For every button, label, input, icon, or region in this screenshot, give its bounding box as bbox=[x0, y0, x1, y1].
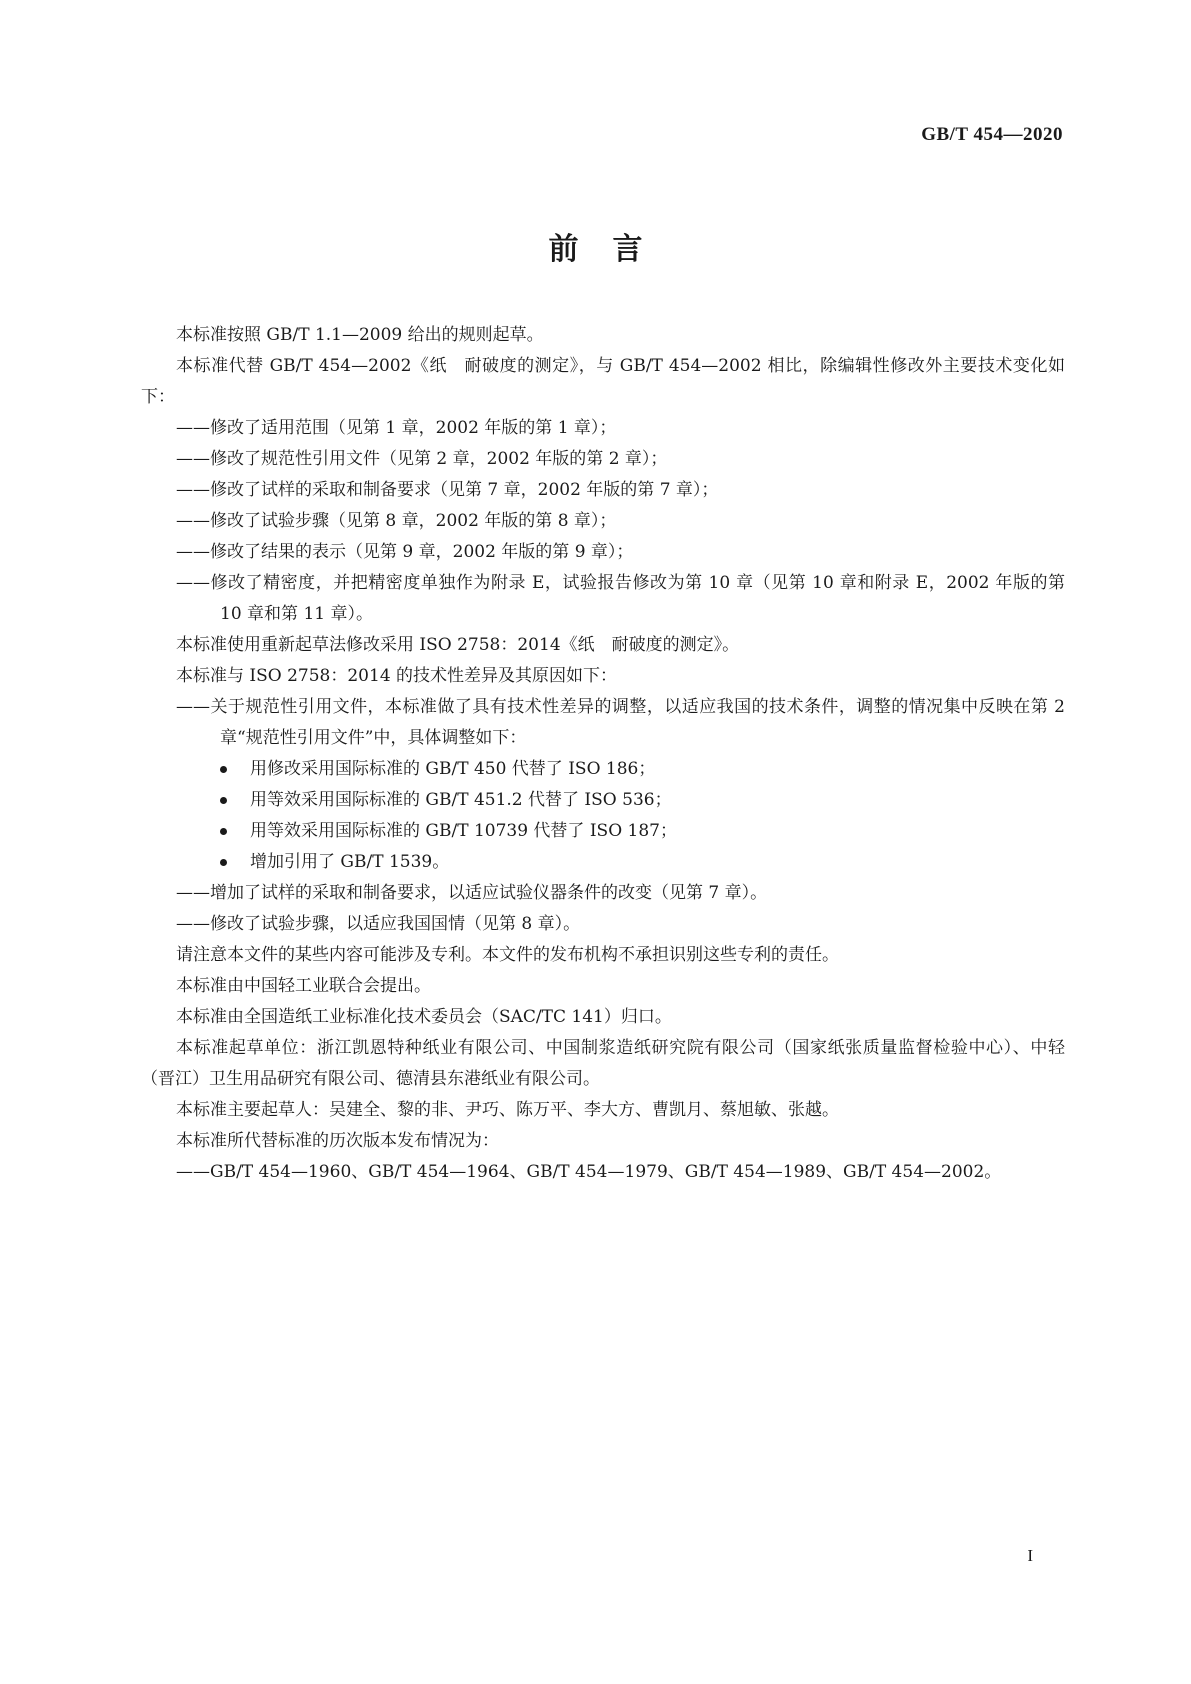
paragraph-drafting-rules: 本标准按照 GB/T 1.1—2009 给出的规则起草。 bbox=[176, 325, 544, 345]
paragraph-technical-differences: 本标准与 ISO 2758：2014 的技术性差异及其原因如下： bbox=[176, 666, 618, 686]
bullet-dot-icon bbox=[220, 828, 227, 835]
page-title: 前言 bbox=[548, 232, 677, 267]
difference-item: ——修改了试验步骤，以适应我国国情（见第 8 章）。 bbox=[176, 914, 581, 934]
paragraph-iso-adoption: 本标准使用重新起草法修改采用 ISO 2758：2014《纸 耐破度的测定》。 bbox=[176, 635, 740, 655]
history-item: ——GB/T 454—1960、GB/T 454—1964、GB/T 454—1979、GB/T 454—1989、GB/T 454—2002。 bbox=[176, 1162, 1002, 1182]
paragraph-replacement: 本标准代替 GB/T 454—2002《纸 耐破度的测定》，与 GB/T 454—2002 相比，除编辑性修改外主要技术变化如下： bbox=[141, 356, 1065, 407]
bullet-item: 用修改采用国际标准的 GB/T 450 代替了 ISO 186； bbox=[141, 754, 1065, 785]
paragraph-proposer: 本标准由中国轻工业联合会提出。 bbox=[176, 976, 431, 996]
paragraph-drafters: 本标准主要起草人：吴建全、黎的非、尹巧、陈万平、李大方、曹凯月、蔡旭敏、张越。 bbox=[176, 1100, 839, 1120]
paragraph-history: 本标准所代替标准的历次版本发布情况为： bbox=[176, 1131, 499, 1151]
paragraph-centralized: 本标准由全国造纸工业标准化技术委员会（SAC/TC 141）归口。 bbox=[176, 1007, 672, 1027]
change-item: ——修改了结果的表示（见第 9 章，2002 年版的第 9 章）； bbox=[176, 542, 634, 562]
paragraph-patent-notice: 请注意本文件的某些内容可能涉及专利。本文件的发布机构不承担识别这些专利的责任。 bbox=[176, 945, 839, 965]
bullet-item: 增加引用了 GB/T 1539。 bbox=[141, 847, 1065, 878]
difference-item: ——增加了试样的采取和制备要求，以适应试验仪器条件的改变（见第 7 章）。 bbox=[176, 883, 768, 903]
standard-code: GB/T 454—2020 bbox=[921, 124, 1063, 145]
page-number: I bbox=[1027, 1546, 1033, 1565]
change-item: ——修改了试验步骤（见第 8 章，2002 年版的第 8 章）； bbox=[176, 511, 617, 531]
bullet-dot-icon bbox=[220, 766, 227, 773]
bullet-dot-icon bbox=[220, 859, 227, 866]
difference-item: ——关于规范性引用文件，本标准做了具有技术性差异的调整，以适应我国的技术条件，调整的情况集中反映在第 2 章“规范性引用文件”中，具体调整如下： bbox=[176, 697, 1065, 748]
change-item: ——修改了规范性引用文件（见第 2 章，2002 年版的第 2 章）； bbox=[176, 449, 668, 469]
change-item: ——修改了精密度，并把精密度单独作为附录 E，试验报告修改为第 10 章（见第 10 章和附录 E，2002 年版的第 10 章和第 11 章）。 bbox=[176, 573, 1065, 624]
change-item: ——修改了适用范围（见第 1 章，2002 年版的第 1 章）； bbox=[176, 418, 617, 438]
bullet-item: 用等效采用国际标准的 GB/T 10739 代替了 ISO 187； bbox=[141, 816, 1065, 847]
change-item: ——修改了试样的采取和制备要求（见第 7 章，2002 年版的第 7 章）； bbox=[176, 480, 719, 500]
foreword-body bbox=[141, 320, 1065, 1188]
bullet-dot-icon bbox=[220, 797, 227, 804]
paragraph-drafting-units: 本标准起草单位：浙江凯恩特种纸业有限公司、中国制浆造纸研究院有限公司（国家纸张质量监督检验中心）、中轻（晋江）卫生用品研究有限公司、德清县东港纸业有限公司。 bbox=[141, 1038, 1065, 1089]
bullet-item: 用等效采用国际标准的 GB/T 451.2 代替了 ISO 536； bbox=[141, 785, 1065, 816]
